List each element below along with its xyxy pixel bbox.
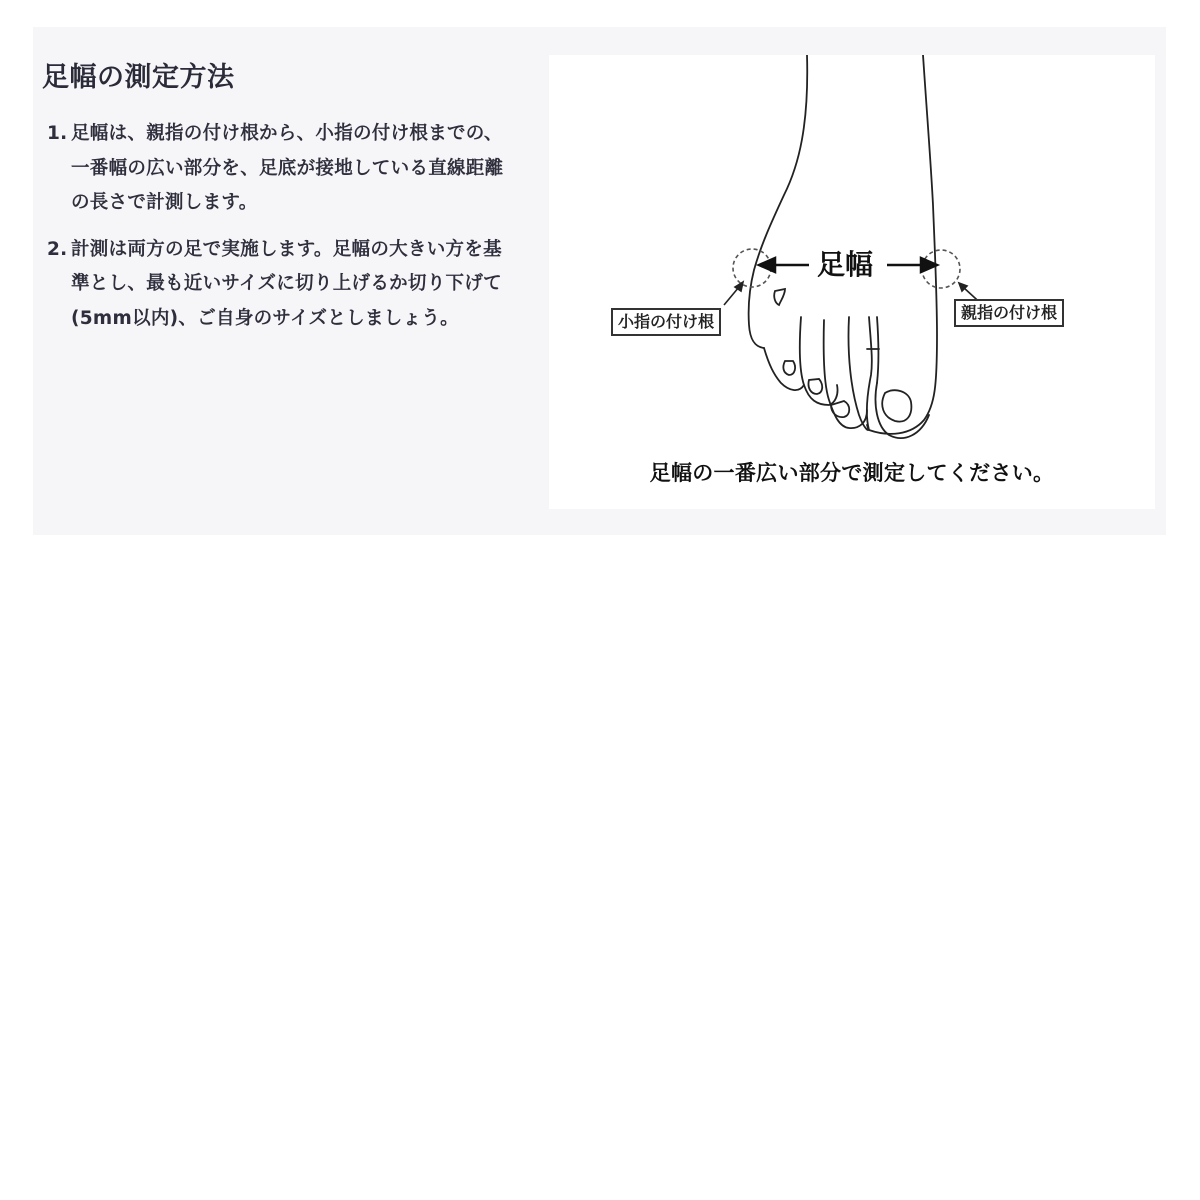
instruction-step-1 <box>47 117 517 221</box>
foot-width-section <box>33 27 1166 535</box>
foot-diagram <box>549 55 1155 509</box>
step-text: 計測は両方の足で実施します。足幅の大きい方を基準とし、最も近いサイズに切り上げるか切り下げて(5mm以内)、ご自身のサイズとしましょう。 <box>71 238 502 329</box>
little-toe-base-callout: 小指の付け根 <box>611 308 721 336</box>
step-number: 2. <box>47 238 68 260</box>
step-number: 1. <box>47 123 68 144</box>
instruction-list <box>47 117 517 348</box>
big-toe-base-callout: 親指の付け根 <box>954 299 1064 327</box>
instruction-step-2 <box>47 233 517 337</box>
foot-width-label: 足幅 <box>817 248 874 281</box>
figure-caption: 足幅の一番広い部分で測定してください。 <box>649 461 1055 485</box>
foot-outline-illustration <box>549 55 1155 509</box>
section-title: 足幅の測定方法 <box>42 62 235 93</box>
step-text: 足幅は、親指の付け根から、小指の付け根までの、一番幅の広い部分を、足底が接地している直線距離の長さで計測します。 <box>71 123 504 213</box>
